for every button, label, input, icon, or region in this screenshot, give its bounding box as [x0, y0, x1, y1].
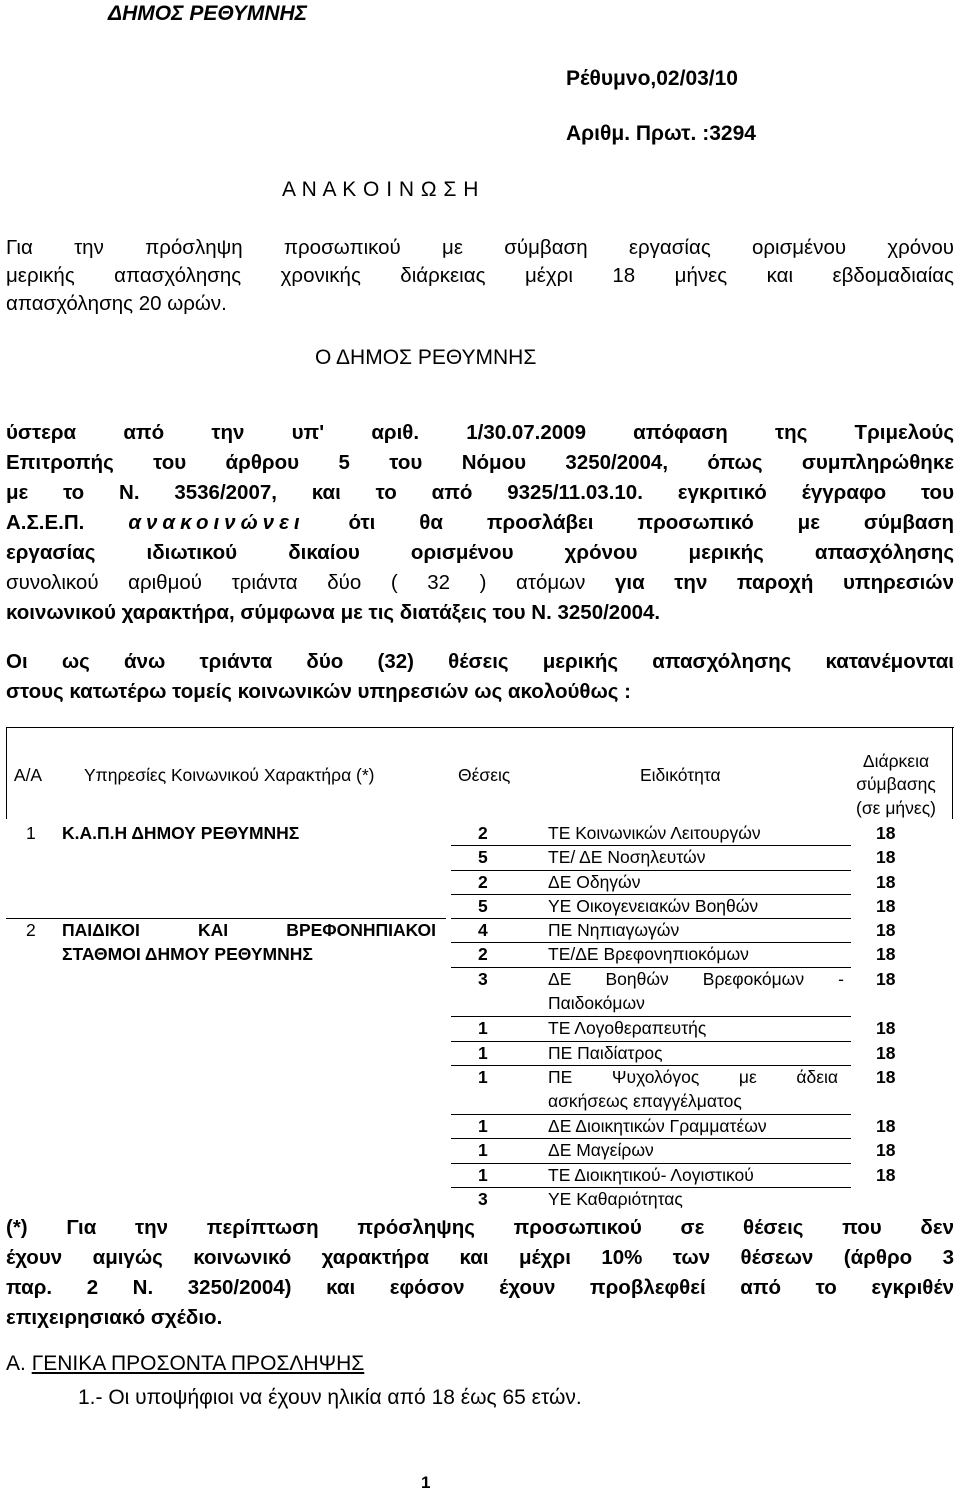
row-duration: 18	[876, 920, 896, 940]
row-positions: 2	[478, 944, 488, 964]
intro-line: Για την πρόσληψη προσωπικού με σύμβαση εργασίας ορισμένου χρόνου	[6, 236, 954, 259]
intro-paragraph	[6, 234, 954, 318]
row-duration: 18	[876, 896, 896, 916]
row-positions: 5	[478, 896, 488, 916]
intro-line: απασχόλησης 20 ωρών.	[6, 292, 227, 315]
requirement-item: 1.- Οι υποψήφιοι να έχουν ηλικία από 18 έως 65 ετών.	[78, 1386, 582, 1409]
row-specialty: ΠΕ Ψυχολόγος με άδεια	[548, 1067, 838, 1087]
decision-line: εργασίας ιδιωτικού δικαίου ορισμένου χρόνου μερικής απασχόλησης	[6, 541, 954, 564]
row-divider	[451, 870, 851, 871]
section-a-title: ΓΕΝΙΚΑ ΠΡΟΣΟΝΤΑ ΠΡΟΣΛΗΨΗΣ	[31, 1352, 365, 1375]
row-positions: 1	[478, 1140, 488, 1160]
row-specialty: ΠΕ Παιδίατρος	[548, 1043, 663, 1063]
decision-line: Επιτροπής του άρθρου 5 του Νόμου 3250/2004, όπως συμπληρώθηκε	[6, 451, 954, 474]
row-duration: 18	[876, 1067, 896, 1087]
row-specialty: ΤΕ Κοινωνικών Λειτουργών	[548, 823, 761, 843]
table-top-border	[6, 727, 954, 728]
decision-line: κοινωνικού χαρακτήρα, σύμφωνα με τις διατάξεις του Ν. 3250/2004.	[6, 601, 661, 624]
footnote-line: έχουν αμιγώς κοινωνικό χαρακτήρα και μέχρι 10% των θέσεων (άρθρο 3	[6, 1246, 954, 1269]
row-duration: 18	[876, 969, 896, 989]
row-specialty: ΔΕ Διοικητικών Γραμματέων	[548, 1116, 767, 1136]
row-positions: 1	[478, 1067, 488, 1087]
row-specialty: ΔΕ Οδηγών	[548, 872, 641, 892]
group-aa: 2	[26, 920, 36, 940]
header-positions: Θέσεις	[458, 765, 511, 785]
section-a-heading	[6, 1352, 364, 1376]
row-specialty: ΥΕ Οικογενειακών Βοηθών	[548, 896, 759, 916]
header-municipality: ΔΗΜΟΣ ΡΕΘΥΜΝΗΣ	[108, 2, 308, 25]
group-aa: 1	[26, 823, 36, 843]
row-duration: 18	[876, 1165, 896, 1185]
header-aa: Α/Α	[13, 765, 43, 785]
header-duration-3: (σε μήνες)	[856, 798, 936, 818]
row-specialty: ΤΕ Λογοθεραπευτής	[548, 1018, 707, 1038]
row-positions: 5	[478, 847, 488, 867]
row-duration: 18	[876, 847, 896, 867]
decision-line: ύστερα από την υπ' αριθ. 1/30.07.2009 απόφαση της Τριμελούς	[6, 421, 954, 444]
header-specialty: Ειδικότητα	[640, 765, 721, 785]
decision-line-text: ότι θα προσλάβει προσωπικό με σύμβαση	[348, 511, 955, 534]
header-service: Υπηρεσίες Κοινωνικού Χαρακτήρα (*)	[84, 765, 375, 785]
row-positions: 2	[478, 823, 488, 843]
row-specialty: ΔΕ Μαγείρων	[548, 1140, 654, 1160]
header-duration-1: Διάρκεια	[862, 751, 930, 771]
distribution-line: Οι ως άνω τριάντα δύο (32) θέσεις μερικής απασχόλησης κατανέμονται	[6, 650, 954, 673]
row-positions: 4	[478, 920, 488, 940]
group-service: Κ.Α.Π.Η ΔΗΜΟΥ ΡΕΘΥΜΝΗΣ	[62, 823, 300, 843]
row-specialty: ΤΕ Διοικητικού- Λογιστικού	[548, 1165, 754, 1185]
table-left-border	[6, 727, 7, 819]
asep-abbrev: Α.Σ.Ε.Π.	[6, 511, 85, 534]
group-service: ΠΑΙΔΙΚΟΙ ΚΑΙ ΒΡΕΦΟΝΗΠΙΑΚΟΙ	[62, 920, 436, 940]
row-positions: 2	[478, 872, 488, 892]
decision-paragraph	[6, 418, 954, 628]
row-duration: 18	[876, 872, 896, 892]
footnote-line: (*) Για την περίπτωση πρόσληψης προσωπικού σε θέσεις που δεν	[6, 1216, 954, 1239]
distribution-line: στους κατωτέρω τομείς κοινωνικών υπηρεσιών ως ακολούθως :	[6, 680, 631, 703]
group-service: ΣΤΑΘΜΟΙ ΔΗΜΟΥ ΡΕΘΥΜΝΗΣ	[62, 944, 313, 964]
row-positions: 1	[478, 1165, 488, 1185]
row-specialty: ασκήσεως επαγγέλματος	[548, 1091, 742, 1111]
row-specialty: Παιδοκόμων	[548, 993, 645, 1013]
row-duration: 18	[876, 823, 896, 843]
row-specialty: ΥΕ Καθαριότητας	[548, 1189, 683, 1209]
date-line: Ρέθυμνο,02/03/10	[566, 67, 738, 90]
decision-line	[6, 568, 954, 598]
protocol-number: Αριθμ. Πρωτ. :3294	[566, 122, 756, 145]
row-duration: 18	[876, 1018, 896, 1038]
page-number: 1	[421, 1473, 431, 1492]
footnote-line: επιχειρησιακό σχέδιο.	[6, 1306, 223, 1329]
row-specialty: ΤΕ/ΔΕ Βρεφονηπιοκόμων	[548, 944, 749, 964]
row-positions: 1	[478, 1116, 488, 1136]
row-positions: 1	[478, 1043, 488, 1063]
services-provision-text: για την παροχή υπηρεσιών	[615, 571, 955, 594]
row-specialty: ΤΕ/ ΔΕ Νοσηλευτών	[548, 847, 706, 867]
section-a-prefix: Α.	[6, 1352, 26, 1375]
announcement-title: Α Ν Α Κ Ο Ι Ν Ω Σ Η	[282, 178, 479, 201]
row-duration: 18	[876, 1043, 896, 1063]
row-duration: 18	[876, 1116, 896, 1136]
decision-line	[6, 508, 954, 538]
distribution-paragraph	[6, 647, 954, 707]
intro-line: μερικής απασχόλησης χρονικής διάρκειας μέχρι 18 μήνες και εβδομαδιαίας	[6, 264, 954, 287]
header-duration-2: σύμβασης	[856, 774, 936, 794]
announces-word: ανακοινώνει	[128, 511, 305, 534]
row-positions: 3	[478, 1189, 488, 1209]
row-positions: 1	[478, 1018, 488, 1038]
row-specialty: ΠΕ Νηπιαγωγών	[548, 920, 680, 940]
municipality-heading: Ο ΔΗΜΟΣ ΡΕΘΥΜΝΗΣ	[315, 346, 537, 369]
decision-line: με το Ν. 3536/2007, και το από 9325/11.03.10. εγκριτικό έγγραφο του	[6, 481, 954, 504]
table-right-border	[952, 727, 953, 819]
total-persons-text: συνολικού αριθμού τριάντα δύο ( 32 ) ατόμων	[6, 571, 586, 594]
row-positions: 3	[478, 969, 488, 989]
footnote-line: παρ. 2 Ν. 3250/2004) και εφόσον έχουν προβλεφθεί από το εγκριθέν	[6, 1276, 954, 1299]
row-duration: 18	[876, 1140, 896, 1160]
footnote-paragraph	[6, 1213, 954, 1333]
row-duration: 18	[876, 944, 896, 964]
row-specialty: ΔΕ Βοηθών Βρεφοκόμων -	[548, 969, 844, 989]
